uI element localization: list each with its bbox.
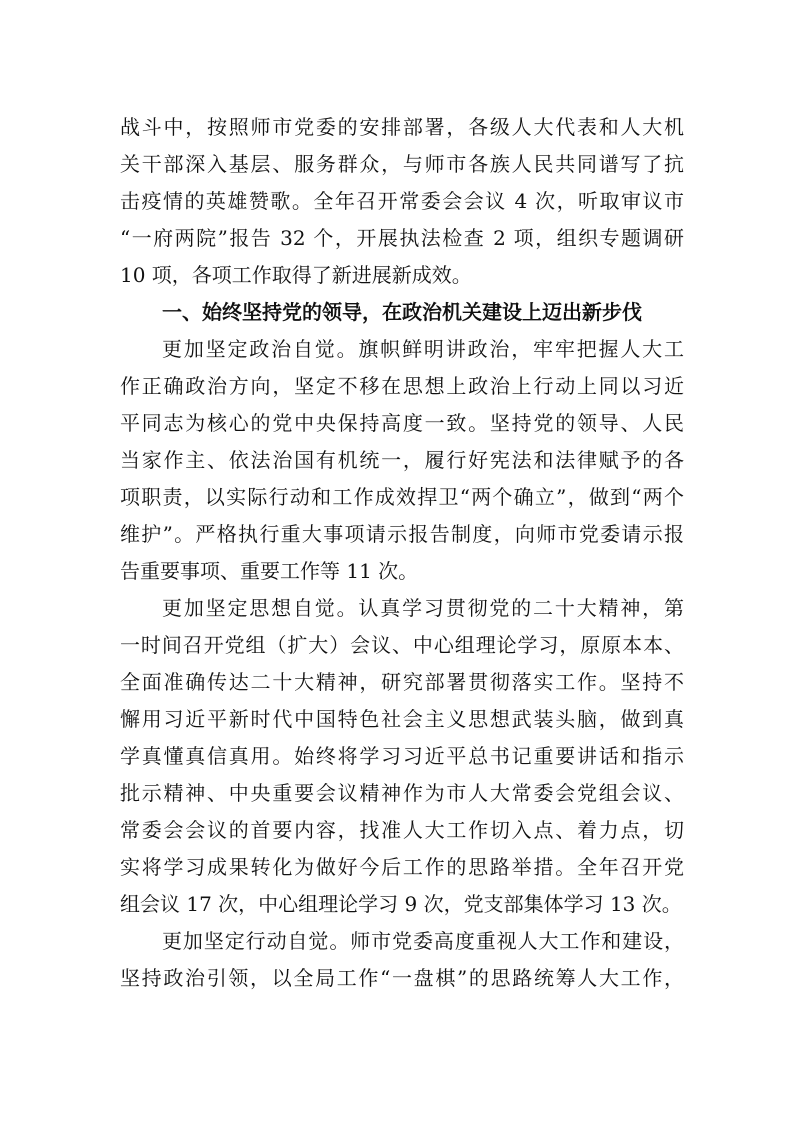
paragraph-line: 项职责，以实际行动和工作成效捍卫“两个确立”，做到“两个 xyxy=(120,485,684,509)
paragraph-line: 10 项，各项工作取得了新进展新成效。 xyxy=(120,263,472,287)
paragraph-line: 战斗中，按照师市党委的安排部署，各级人大代表和人大机 xyxy=(120,115,684,139)
paragraph-line: 作正确政治方向，坚定不移在思想上政治上行动上同以习近 xyxy=(120,374,684,398)
paragraph-line: 一时间召开党组（扩大）会议、中心组理论学习，原原本本、 xyxy=(120,633,684,657)
paragraph-line: 全面准确传达二十大精神，研究部署贯彻落实工作。坚持不 xyxy=(120,670,684,694)
paragraph-line: “一府两院”报告 32 个，开展执法检查 2 项，组织专题调研 xyxy=(120,226,684,250)
paragraph-line: 维护”。严格执行重大事项请示报告制度，向师市党委请示报 xyxy=(120,522,684,546)
paragraph-line: 学真懂真信真用。始终将学习习近平总书记重要讲话和指示 xyxy=(120,744,684,768)
paragraph-line: 击疫情的英雄赞歌。全年召开常委会会议 4 次，听取审议市 xyxy=(120,189,684,213)
paragraph-line: 更加坚定思想自觉。认真学习贯彻党的二十大精神，第 xyxy=(162,596,684,620)
paragraph-line: 实将学习成果转化为做好今后工作的思路举措。全年召开党 xyxy=(120,855,684,879)
paragraph-line: 平同志为核心的党中央保持高度一致。坚持党的领导、人民 xyxy=(120,411,684,435)
paragraph-line: 更加坚定政治自觉。旗帜鲜明讲政治，牢牢把握人大工 xyxy=(162,337,684,361)
paragraph-line: 关干部深入基层、服务群众，与师市各族人民共同谱写了抗 xyxy=(120,152,684,176)
section-heading: 一、始终坚持党的领导，在政治机关建设上迈出新步伐 xyxy=(162,300,642,324)
paragraph-line: 坚持政治引领，以全局工作“一盘棋”的思路统筹人大工作， xyxy=(120,966,684,990)
paragraph-line: 组会议 17 次，中心组理论学习 9 次，党支部集体学习 13 次。 xyxy=(120,892,682,916)
paragraph-line: 批示精神、中央重要会议精神作为市人大常委会党组会议、 xyxy=(120,781,684,805)
paragraph-line: 懈用习近平新时代中国特色社会主义思想武装头脑，做到真 xyxy=(120,707,684,731)
paragraph-line: 常委会会议的首要内容，找准人大工作切入点、着力点，切 xyxy=(120,818,684,842)
paragraph-line: 当家作主、依法治国有机统一，履行好宪法和法律赋予的各 xyxy=(120,448,684,472)
paragraph-line: 告重要事项、重要工作等 11 次。 xyxy=(120,559,419,583)
paragraph-line: 更加坚定行动自觉。师市党委高度重视人大工作和建设， xyxy=(162,929,684,953)
